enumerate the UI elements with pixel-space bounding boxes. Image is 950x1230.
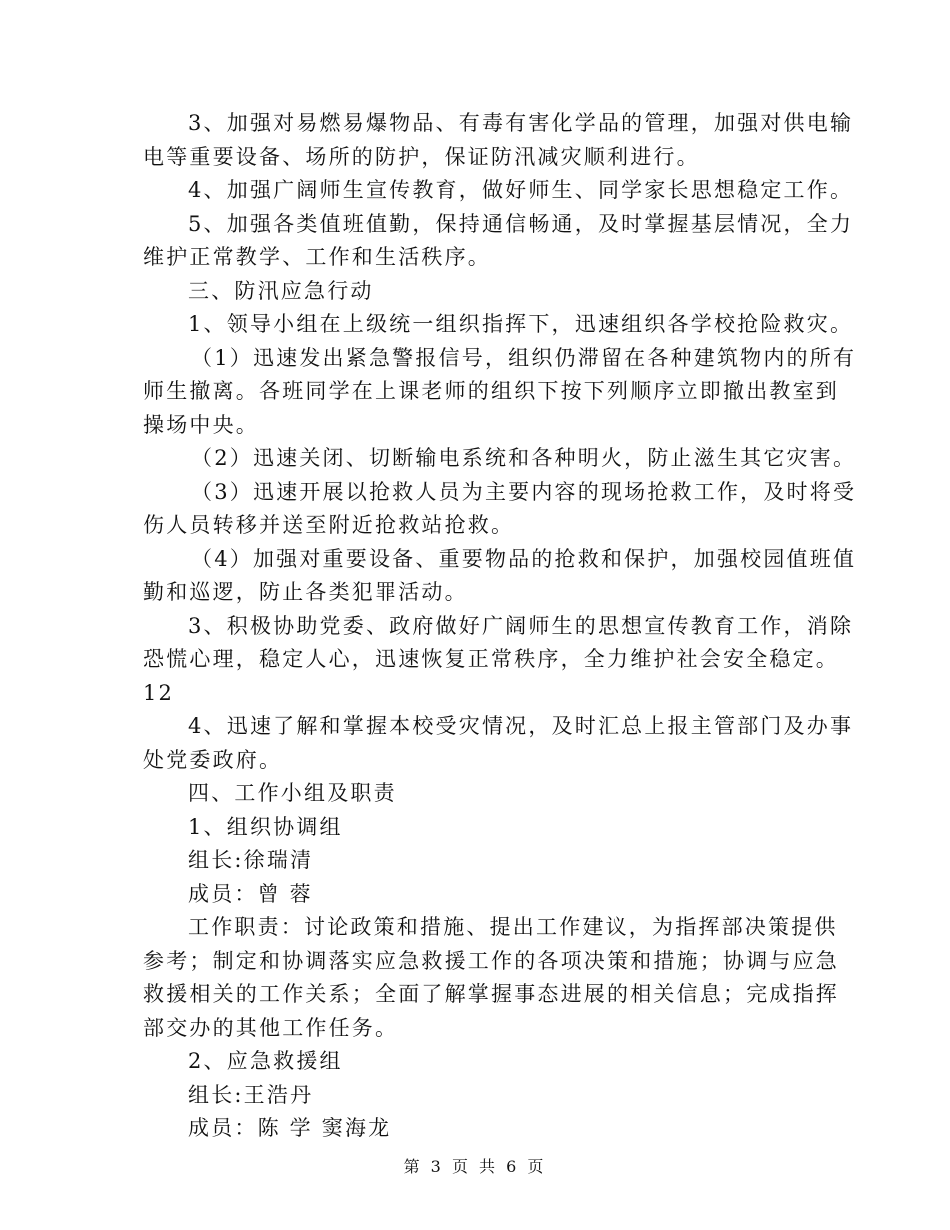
text-line: 2、应急救援组	[188, 1049, 343, 1073]
text-line: 伤人员转移并送至附近抢救站抢救。	[143, 513, 515, 537]
text-line: 4、加强广阔师生宣传教育，做好师生、同学家长思想稳定工作。	[188, 178, 854, 202]
text-line: 电等重要设备、场所的防护，保证防汛减灾顺利进行。	[143, 144, 700, 169]
text-line: 4、迅速了解和掌握本校受灾情况，及时汇总上报主管部门及办事	[188, 714, 854, 738]
text-line: 勤和巡逻，防止各类犯罪活动。	[143, 580, 468, 604]
page-footer: 第 3 页 共 6 页	[403, 1157, 547, 1176]
text-line: 工作职责：讨论政策和措施、提出工作建议，为指挥部决策提供	[188, 915, 838, 939]
text-line: 处党委政府。	[143, 747, 283, 772]
text-line: （4）加强对重要设备、重要物品的抢救和保护，加强校园值班值	[191, 546, 857, 571]
text-line: 5、加强各类值班值勤，保持通信畅通，及时掌握基层情况，全力	[188, 211, 854, 236]
text-line: 1、组织协调组	[188, 814, 343, 839]
text-line: 3、加强对易燃易爆物品、有毒有害化学品的管理，加强对供电输	[188, 111, 854, 135]
text-line: 师生撤离。各班同学在上课老师的组织下按下列顺序立即撤出教室到	[143, 379, 839, 403]
text-line: 三、防汛应急行动	[188, 278, 374, 303]
text-line: （3）迅速开展以抢救人员为主要内容的现场抢救工作，及时将受	[191, 479, 857, 504]
text-line: （1）迅速发出紧急警报信号，组织仍滞留在各种建筑物内的所有	[191, 345, 857, 370]
text-line: 四、工作小组及职责	[188, 781, 397, 805]
text-line: 参考；制定和协调落实应急救援工作的各项决策和措施；协调与应急	[143, 948, 839, 973]
text-line: （2）迅速关闭、切断输电系统和各种明火，防止滋生其它灾害。	[191, 446, 857, 470]
text-line: 组长:王浩丹	[188, 1082, 314, 1107]
text-line: 3、积极协助党委、政府做好广阔师生的思想宣传教育工作，消除	[188, 613, 854, 638]
text-line: 恐慌心理，稳定人心，迅速恢复正常秩序，全力维护社会安全稳定。	[143, 647, 839, 671]
text-line: 救援相关的工作关系；全面了解掌握事态进展的相关信息；完成指挥	[143, 982, 839, 1006]
text-line: 1、领导小组在上级统一组织指挥下，迅速组织各学校抢险救灾。	[188, 312, 854, 336]
text-line: 组长:徐瑞清	[188, 848, 314, 872]
text-line: 成员：曾 蓉	[188, 881, 313, 906]
document-body	[143, 107, 857, 1146]
text-line: 维护正常教学、工作和生活秩序。	[143, 245, 491, 269]
text-line: 成员：陈 学 窦海龙	[188, 1116, 392, 1140]
text-line: 12	[143, 680, 175, 705]
text-line: 操场中央。	[143, 412, 259, 437]
text-line: 部交办的其他工作任务。	[143, 1015, 399, 1040]
